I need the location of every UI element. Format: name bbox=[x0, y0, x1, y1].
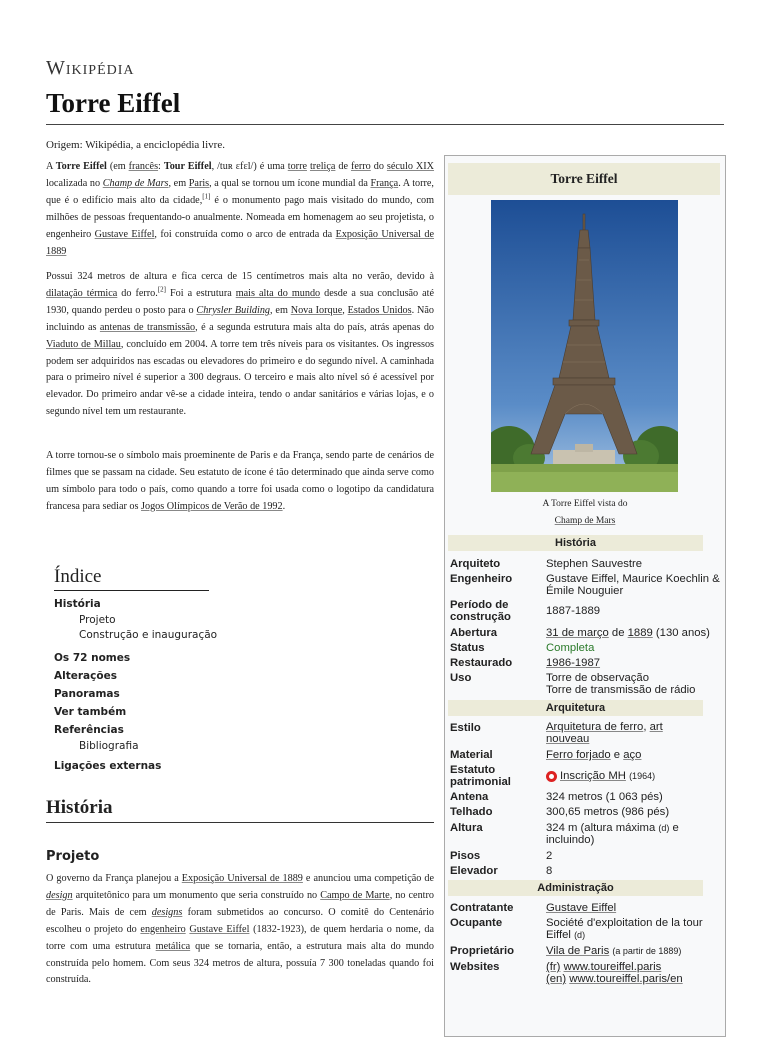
title-divider bbox=[46, 124, 724, 125]
link-contratante-gustave-eiffel[interactable]: Gustave Eiffel bbox=[546, 902, 617, 914]
reference-2[interactable]: [2] bbox=[157, 285, 166, 294]
intro-section-2 bbox=[46, 269, 434, 421]
link-chrysler[interactable]: Chrysler Building bbox=[196, 304, 271, 316]
link-mais-alta[interactable]: mais alta do mundo bbox=[235, 287, 321, 299]
link-vila-de-paris[interactable]: Vila de Paris bbox=[546, 945, 610, 957]
toc-item-ver-tambem[interactable]: Ver também bbox=[54, 706, 127, 718]
toc-item-alteracoes[interactable]: Alterações bbox=[54, 670, 117, 682]
status-badge: Completa bbox=[546, 642, 595, 654]
intro-paragraph-1: A Torre Eiffel (em francês: Tour Eiffel, /tuʀ ɛfɛl/) é uma torre treliça de ferro do século XIX localizada no Champ de Mars, em Paris, a qual se tornou um ícone mundial da França. A torre, que é o edifício mais alto da cidade,[1] é o monumento pago mais visitado do mundo, com milhões de pessoas frequentando-o anualmente. Nomeada em homenagem ao seu projetista, o engenheiro Gustave Eiffel, foi construída como o arco de entrada da Exposição Universal de 1889 bbox=[46, 161, 435, 257]
link-nova-iorque[interactable]: Nova Iorque bbox=[290, 304, 343, 316]
link-estados-unidos[interactable]: Estados Unidos bbox=[347, 304, 412, 316]
link-website-fr[interactable]: www.toureiffel.paris bbox=[563, 961, 662, 973]
history-paragraph-1: O governo da França planejou a Exposição Universal de 1889 e anunciou uma competição de design arquitetônico para um monumento que seria construído no Campo de Marte, no centro de Paris. Mais de cem designs foram submetidos ao concurso. O comitê do Centenário escolheu o projeto do engenheiro Gustave Eiffel (1832-1923), de quem herdaria o nome, da torre com uma estrutura metálica que se tornaria, então, a estrutura mais alta do mundo construída pelo homem. Com seus 324 metros de altura, possuía 7 300 toneladas quando foi construída. bbox=[46, 873, 435, 986]
infobox-title: Torre Eiffel bbox=[448, 163, 720, 195]
link-franca[interactable]: França bbox=[370, 177, 399, 189]
section-divider bbox=[46, 822, 434, 823]
toc-item-72-nomes[interactable]: Os 72 nomes bbox=[54, 652, 131, 664]
photo-caption: A Torre Eiffel vista do Champ de Mars bbox=[542, 499, 628, 526]
toc-item-ligacoes-externas[interactable]: Ligações externas bbox=[54, 760, 162, 772]
link-inscricao-mh[interactable]: Inscrição MH bbox=[560, 770, 626, 782]
eiffel-tower-illustration bbox=[491, 200, 678, 492]
infobox-section-arquitetura: Arquitetura bbox=[448, 700, 703, 716]
link-ferro[interactable]: ferro bbox=[350, 161, 371, 172]
intro-section-3 bbox=[46, 448, 434, 516]
link-website-en[interactable]: www.toureiffel.paris/en bbox=[569, 973, 683, 985]
toc-item-projeto[interactable]: Projeto bbox=[79, 614, 116, 626]
link-designs[interactable]: designs bbox=[151, 906, 183, 918]
infobox-section-historia: História bbox=[448, 535, 703, 551]
page-title: Torre Eiffel bbox=[46, 88, 181, 118]
lang-fr-label: (fr) bbox=[546, 961, 561, 973]
wikipedia-logo[interactable]: Wikipédia bbox=[46, 57, 135, 79]
infobox-section-administracao: Administração bbox=[448, 880, 703, 896]
toc-item-panoramas[interactable]: Panoramas bbox=[54, 688, 120, 700]
link-31-de-marco[interactable]: 31 de março bbox=[546, 627, 609, 639]
monument-historique-icon bbox=[546, 771, 557, 782]
intro-paragraph-2: Possui 324 metros de altura e fica cerca de 15 centímetros mais alta no verão, devido à dilatação térmica do ferro.[2] Foi a estrutura mais alta do mundo desde a sua conclusão até 1930, quando perdeu o posto para o Chrysler Building, em Nova Iorque, Estados Unidos. Não incluindo as antenas de transmissão, é a segunda estrutura mais alta do país, atrás apenas do Viaduto de Millau, concluído em 2004. A torre tem três níveis para os visitantes. Os ingressos podem ser adquiridos nas escadas ou elevadores do primeiro e do segundo nível. A caminhada para o primeiro nível é superior a 300 degraus. O terceiro e mais alto nível só é acessível por elevador. Do primeiro andar vê-se a cidade inteira, tendo o andar sanitários e várias lojas, e o segundo nível tem um restaurante. bbox=[46, 271, 435, 418]
link-torre[interactable]: torre bbox=[287, 161, 307, 172]
link-caption-champ-de-mars[interactable]: Champ de Mars bbox=[554, 516, 616, 526]
link-viaduto-millau[interactable]: Viaduto de Millau bbox=[46, 338, 121, 350]
link-1889[interactable]: 1889 bbox=[627, 627, 653, 639]
link-campo-de-marte[interactable]: Campo de Marte bbox=[320, 889, 390, 901]
infobox: Torre Eiffel A Torre Eiffel vista do Champ de Mars História Arquiteto Stephen Sauvestre Engenheiro Gustave Eiffel, Maurice Koechlin & Émile Nouguier Período de construção 1887-1889 Abertura 31 de março de 1889 (130 anos) Status Completa Restaurado 1986-1987 Uso Torre de observação Torre de transmissão de rádio Arquitetura Estilo Arquitetura de ferro, art nouveau Material Ferro forjado e aço Estatuto patrimonial Inscrição MH (1964) Antena 324 metros (1 063 pés) Telhado 300,65 metros (986 pés) Altura 324 m (altura máxima (d) e incluindo) Pisos 2 Elevador 8 Administração Contratante Gustave Eiffel Ocupante Société d'exploitation de la tour Eiffel (d) Proprietário Vila de Paris (a partir de 1889) Websites (fr) www.toureiffel.paris (en) www.toureiffel.paris/en bbox=[444, 155, 726, 1037]
link-metalica[interactable]: metálica bbox=[155, 940, 191, 952]
link-design[interactable]: design bbox=[46, 889, 73, 901]
link-art-nouveau[interactable]: art nouveau bbox=[546, 721, 663, 745]
intro-paragraph-3: A torre tornou-se o símbolo mais proeminente de Paris e da França, sendo parte de cenários de filmes que se passam na cidade. Seu estatuto de ícone é tão determinado que ainda serve como um símbolo para todo o país, como quando a torre foi usada como o logotipo da candidatura francesa para sediar os Jogos Olímpicos de Verão de 1992. bbox=[46, 450, 434, 512]
table-of-contents bbox=[54, 566, 314, 775]
link-gustave-eiffel-b[interactable]: Gustave Eiffel bbox=[189, 923, 250, 935]
link-frances[interactable]: francês bbox=[128, 161, 159, 172]
toc-item-bibliografia[interactable]: Bibliografia bbox=[79, 740, 139, 752]
lang-en-label: (en) bbox=[546, 973, 567, 985]
link-1986-1987[interactable]: 1986-1987 bbox=[546, 657, 601, 669]
intro-section bbox=[46, 159, 434, 260]
reference-1[interactable]: [1] bbox=[202, 192, 211, 201]
link-seculo-xix[interactable]: século XIX bbox=[386, 161, 435, 172]
link-dilatacao[interactable]: dilatação térmica bbox=[46, 287, 118, 299]
toc-item-referencias[interactable]: Referências bbox=[54, 724, 124, 736]
link-exposicao-1889-b[interactable]: Exposição Universal de 1889 bbox=[181, 873, 303, 884]
link-antenas[interactable]: antenas de transmissão bbox=[99, 321, 196, 333]
link-aco[interactable]: aço bbox=[623, 749, 642, 761]
link-jogos-olimpicos[interactable]: Jogos Olímpicos de Verão de 1992 bbox=[141, 500, 283, 512]
link-exposicao-1889[interactable]: Exposição Universal de 1889 bbox=[46, 228, 435, 257]
link-champ-de-mars[interactable]: Champ de Mars bbox=[102, 177, 169, 189]
toc-title: Índice bbox=[54, 566, 209, 591]
toc-item-construcao[interactable]: Construção e inauguração bbox=[79, 629, 218, 641]
toc-item-historia[interactable]: História bbox=[54, 598, 101, 610]
subsection-heading-projeto: Projeto bbox=[46, 849, 100, 864]
link-trelica[interactable]: treliça bbox=[309, 161, 336, 172]
link-ferro-forjado[interactable]: Ferro forjado bbox=[546, 749, 611, 761]
origin-note: Origem: Wikipédia, a enciclopédia livre. bbox=[46, 139, 225, 151]
link-arquitetura-de-ferro[interactable]: Arquitetura de ferro bbox=[546, 721, 644, 733]
section-heading-historia: História bbox=[46, 797, 113, 818]
link-gustave-eiffel[interactable]: Gustave Eiffel bbox=[94, 228, 155, 240]
link-paris[interactable]: Paris bbox=[188, 177, 210, 189]
link-engenheiro[interactable]: engenheiro bbox=[140, 923, 186, 935]
history-section bbox=[46, 871, 434, 989]
eiffel-tower-photo[interactable] bbox=[491, 200, 678, 492]
